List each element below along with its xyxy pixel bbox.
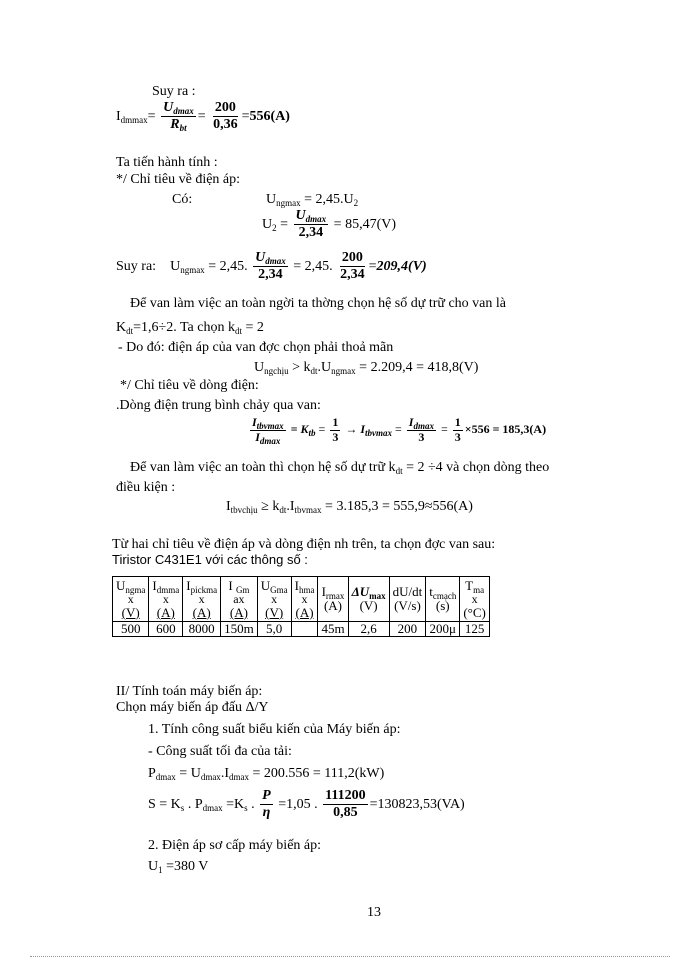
equation-suy-ra-ungmax: Suy ra: $U_{ngmax} = 2,45$. $\frac{U_{dmax}}{2,34}$ = 2,45. $\frac{200}{2,34}$ =209,4(V) <box>116 250 427 283</box>
chi-tieu-dong-dien: */ Chỉ tiêu về dòng điện: <box>120 378 259 393</box>
kdt-line: $K_{dt}=1,6\div 2$. Ta chọn $k_{dt} = 2$ <box>116 320 264 336</box>
spec-table-header-row <box>113 577 490 622</box>
equation-ungchiu: $U_{ngchịu} > k_{dt}.U_{ngmax} = 2.209,4 = 418,8(V)$ <box>254 360 479 376</box>
dong-dien-tb: .Dòng điện trung bình chảy qua van: <box>116 398 321 413</box>
table-cell: 500 <box>113 622 149 637</box>
para-van-2: Để van làm việc an toàn thì chọn hệ số dự trữ $k_{dt} = 2 \div 4$ và chọn dòng theo <box>130 460 550 476</box>
table-header-cell: $U_{ngma}$ x (V) <box>113 577 149 622</box>
ta-tien-hanh: Ta tiến hành tính : <box>116 155 218 170</box>
table-cell: 125 <box>460 622 490 637</box>
table-cell: 2,6 <box>348 622 389 637</box>
table-cell: 8000 <box>183 622 221 637</box>
table-header-cell: $T_{ma}$ x (°C) <box>460 577 490 622</box>
table-cell: 200μ <box>426 622 460 637</box>
co-label: Có: <box>172 192 193 207</box>
equation-pdmax: $P_{dmax} = U_{dmax}.I_{dmax} = 200.556 = 111,2(kW)$ <box>148 766 385 782</box>
equation-itbchiu: $I_{tbvchịu} \ge k_{dt}.I_{tbvmax} = 3.185,3 = 555,9\approx 556(A)$ <box>226 499 473 515</box>
tiristor-label: Tiristor C431E1 với các thông số : <box>112 552 308 567</box>
cong-suat-toi-da: - Công suất tối đa của tải: <box>148 744 292 759</box>
table-header-cell: $I_{rmax}$ (A) <box>318 577 348 622</box>
table-header-cell: $I_{dmma}$ x (A) <box>149 577 183 622</box>
chi-tieu-dien-ap: */ Chỉ tiêu về điện áp: <box>116 172 241 187</box>
table-header-cell: $I_{pickma}$ x (A) <box>183 577 221 622</box>
spec-table-value-row <box>113 622 490 637</box>
suy-ra-label: Suy ra : <box>152 84 196 99</box>
table-header-cell: $\Delta U_{max}$ (V) <box>348 577 389 622</box>
table-header-cell: $U_{Gma}$ x (V) <box>257 577 291 622</box>
equation-s: $S = K_s$ . $P_{dmax} =K_s$ . $\frac{P}{\eta}$ =1,05 . $\frac{111200}{0,85}$ =130823,53(VA) <box>148 788 465 821</box>
spec-table <box>112 576 490 637</box>
equation-ungmax: $U_{ngmax} = 2,45.U_2$ <box>266 192 359 208</box>
tu-hai-chi-tieu: Từ hai chỉ tiêu về điện áp và dòng điện nh trên, ta chọn đợc van sau: <box>112 537 496 552</box>
para-van-1: Để van làm việc an toàn ngời ta thờng chọn hệ số dự trữ cho van là <box>130 296 506 311</box>
table-cell <box>291 622 318 637</box>
item-2: 2. Điện áp sơ cấp máy biến áp: <box>148 838 322 853</box>
section-ii-title: II/ Tính toán máy biến áp: <box>116 684 263 699</box>
table-header-cell: dU/dt (V/s) <box>389 577 426 622</box>
chon-may-bien-ap: Chọn máy biến áp đấu Δ/Y <box>116 700 269 715</box>
table-cell: 5,0 <box>257 622 291 637</box>
equation-u2: $U_2$ = $\frac{U_{dmax}}{2,34}$ = 85,47(V) <box>262 208 397 241</box>
table-cell: 45m <box>318 622 348 637</box>
table-cell: 600 <box>149 622 183 637</box>
equation-itb: $\frac{I_{tbvmax}}{I_{dmax}}$ = $K_{tb}$ = $\frac{1}{3}$ → $I_{tbvmax}$ = $\frac{I_{dmax}}{3}$ = $\frac{1}{3}$ ×556 = 185,3(A) <box>252 415 547 446</box>
equation-idmmax: $I_{dmmax}=$ $\frac{U_{dmax}}{R_{bt}}$ = $\frac{200}{0,36}$ =556(A) <box>116 100 290 134</box>
table-cell: 150m <box>221 622 258 637</box>
page-number: 13 <box>367 905 381 920</box>
do-do: - Do đó: điện áp của van đợc chọn phải thoả mãn <box>118 340 394 355</box>
table-header-cell: I $_{Gm}$ ax (A) <box>221 577 258 622</box>
u1-line: $U_1 =380$ V <box>148 859 209 875</box>
table-cell: 200 <box>389 622 426 637</box>
table-header-cell: $I_{hma}$ x (A) <box>291 577 318 622</box>
table-header-cell: $t_{cmạch}$ (s) <box>426 577 460 622</box>
dieu-kien: điều kiện : <box>116 480 176 495</box>
page-bottom-divider <box>30 956 670 957</box>
item-1: 1. Tính công suất biểu kiến của Máy biến áp: <box>148 722 401 737</box>
